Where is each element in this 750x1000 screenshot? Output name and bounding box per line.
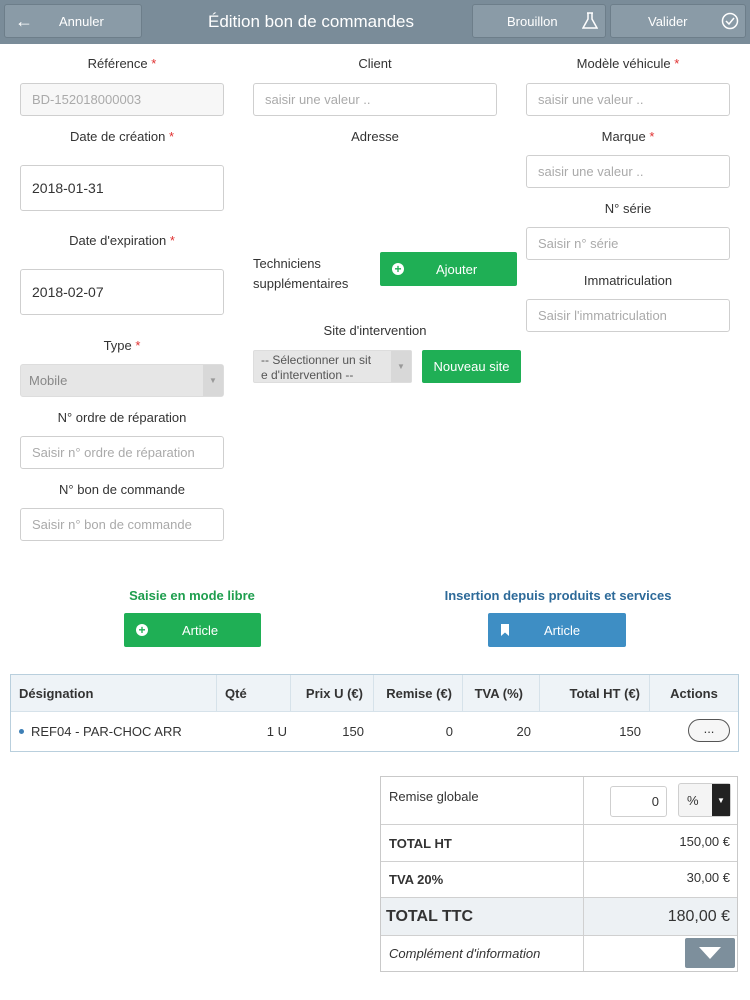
registration-input[interactable]: Saisir l'immatriculation (526, 299, 730, 332)
table-header-row (11, 675, 738, 712)
site-select-line1: -- Sélectionner un sit (261, 353, 372, 367)
purchase-order-input[interactable]: Saisir n° bon de commande (20, 508, 224, 541)
repair-order-label: N° ordre de réparation (57, 410, 187, 425)
vat-label: TVA 20% (381, 862, 584, 897)
bookmark-icon (500, 624, 510, 636)
vehicle-model-label: Modèle véhicule * (576, 56, 680, 71)
expiration-date-label: Date d'expiration * (69, 233, 175, 248)
site-select[interactable] (253, 350, 412, 383)
total-ht-label: TOTAL HT (381, 825, 584, 861)
global-discount-label: Remise globale (381, 777, 584, 824)
totals-panel (380, 776, 738, 972)
total-ht-row (381, 825, 737, 862)
cancel-label: Annuler (59, 13, 104, 29)
vat-value: 30,00 € (686, 870, 730, 885)
global-discount-cell (584, 777, 737, 824)
extra-info-row (381, 936, 737, 971)
free-article-button[interactable] (124, 613, 261, 647)
caret-down-icon: ▼ (712, 784, 730, 816)
table-row[interactable] (11, 711, 738, 751)
row-actions-button[interactable]: ... (688, 719, 730, 742)
technicians-label: Techniciens supplémentaires (253, 256, 349, 291)
catalog-entry-title: Insertion depuis produits et services (444, 588, 672, 603)
col-actions: Actions (670, 685, 718, 701)
col-vat: TVA (%) (463, 675, 540, 711)
row-unit-price: 150 (342, 723, 364, 739)
total-ttc-label: TOTAL TTC (381, 898, 584, 935)
validate-label: Valider (648, 13, 688, 29)
row-designation (11, 711, 217, 751)
address-label: Adresse (351, 129, 399, 144)
repair-order-input[interactable]: Saisir n° ordre de réparation (20, 436, 224, 469)
validate-button[interactable] (610, 4, 746, 38)
draft-button[interactable] (472, 4, 606, 38)
type-label: Type * (103, 338, 141, 353)
creation-date-field[interactable]: 2018-01-31 (20, 165, 224, 211)
type-select-value: Mobile (29, 373, 68, 388)
row-qty: 1 U (266, 723, 287, 739)
row-discount: 0 (445, 723, 453, 739)
type-select[interactable] (20, 364, 224, 397)
col-designation: Désignation (11, 675, 217, 711)
chevron-down-icon: ▼ (391, 351, 411, 382)
row-vat: 20 (516, 723, 531, 739)
vehicle-model-input[interactable]: saisir une valeur .. (526, 83, 730, 116)
site-label: Site d'intervention (323, 323, 427, 338)
add-technician-button[interactable] (380, 252, 517, 286)
items-table (10, 674, 739, 752)
col-total-ht: Total HT (€) (540, 675, 650, 711)
new-site-button[interactable]: Nouveau site (422, 350, 521, 383)
catalog-article-button[interactable] (488, 613, 626, 647)
global-discount-input[interactable]: 0 (610, 786, 667, 817)
col-unit-price: Prix U (€) (291, 675, 374, 711)
extra-info-cell (584, 936, 737, 971)
site-select-line2: e d'intervention -- (261, 368, 354, 382)
serial-input[interactable]: Saisir n° série (526, 227, 730, 260)
total-ht-value: 150,00 € (679, 834, 730, 849)
discount-unit-value: % (687, 793, 699, 808)
registration-label: Immatriculation (583, 273, 673, 288)
creation-date-label: Date de création * (69, 129, 175, 144)
plus-circle-icon: + (392, 263, 404, 275)
cancel-button[interactable] (4, 4, 142, 38)
add-technician-label: Ajouter (436, 261, 478, 277)
reference-field: BD-152018000003 (20, 83, 224, 116)
serial-label: N° série (604, 201, 652, 216)
client-label: Client (358, 56, 392, 71)
draft-label: Brouillon (507, 13, 558, 29)
expand-toggle-button[interactable] (685, 938, 735, 968)
client-input[interactable]: saisir une valeur .. (253, 83, 497, 116)
free-article-label: Article (182, 622, 219, 638)
row-total-ht: 150 (619, 723, 641, 739)
brand-input[interactable]: saisir une valeur .. (526, 155, 730, 188)
reference-label: Référence * (87, 56, 157, 71)
total-ttc-value: 180,00 € (667, 907, 730, 925)
triangle-down-icon (699, 947, 721, 959)
col-qty: Qté (217, 675, 291, 711)
chevron-down-icon: ▼ (203, 365, 223, 396)
free-entry-title: Saisie en mode libre (129, 588, 255, 603)
row-designation-text: REF04 - PAR-CHOC ARR (31, 723, 182, 739)
global-discount-row (381, 777, 737, 825)
extra-info-label: Complément d'information (381, 936, 584, 971)
purchase-order-label: N° bon de commande (59, 482, 185, 497)
page-title: Édition bon de commandes (207, 12, 415, 31)
col-discount: Remise (€) (374, 675, 463, 711)
check-circle-icon (721, 12, 739, 30)
bullet-icon (19, 729, 24, 734)
expiration-date-field[interactable]: 2018-02-07 (20, 269, 224, 315)
brand-label: Marque * (601, 129, 655, 144)
catalog-article-label: Article (544, 622, 581, 638)
vat-row (381, 862, 737, 898)
flask-icon (582, 12, 598, 30)
discount-unit-select[interactable] (678, 783, 731, 817)
total-ttc-row (381, 898, 737, 936)
plus-circle-icon: + (136, 624, 148, 636)
arrow-left-icon: ← (15, 10, 33, 31)
